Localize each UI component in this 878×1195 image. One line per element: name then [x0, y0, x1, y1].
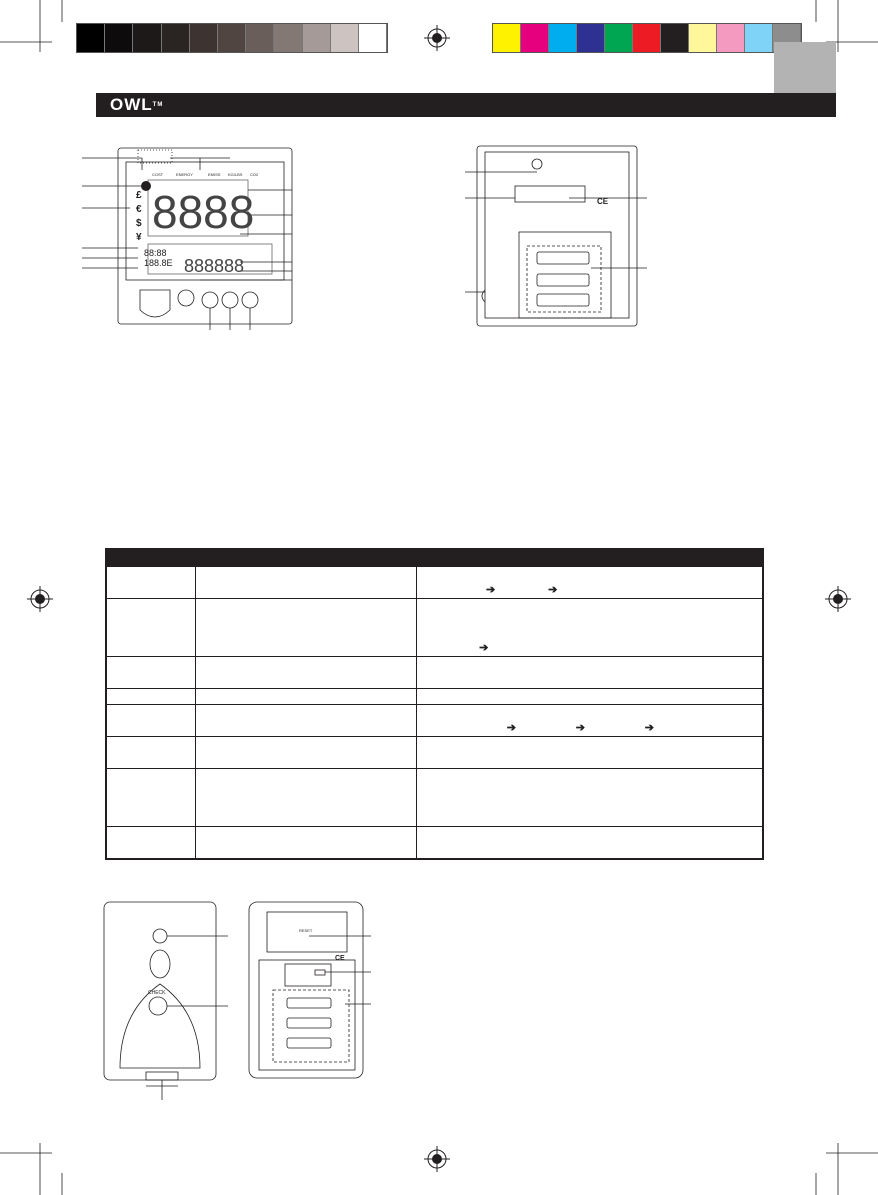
- color-swatch: [605, 24, 633, 52]
- currency-euro: €: [136, 204, 142, 215]
- color-swatch: [105, 24, 133, 52]
- table-row: [106, 827, 763, 859]
- lcd-label-emiss: EMISS: [208, 172, 221, 177]
- color-swatch: [745, 24, 773, 52]
- arrow-icon: ➔: [548, 584, 558, 596]
- table-row: [106, 705, 763, 737]
- transmitter-back-figure: [245, 900, 380, 1080]
- registration-mark-top: [424, 25, 450, 51]
- owl-logo: OWL™: [110, 95, 164, 114]
- big-digits: 8888: [152, 186, 255, 238]
- currency-yen: ¥: [136, 232, 142, 243]
- arrow-icon: ➔: [486, 584, 496, 596]
- color-swatch: [133, 24, 161, 52]
- color-swatch: [274, 24, 302, 52]
- reset-label: RESET: [299, 928, 313, 933]
- color-swatch: [331, 24, 359, 52]
- color-swatch: [493, 24, 521, 52]
- display-unit-figure: [80, 140, 300, 335]
- color-swatch: [521, 24, 549, 52]
- table-row: [106, 657, 763, 689]
- color-swatch: [577, 24, 605, 52]
- date-digits: 188.8E: [144, 258, 173, 268]
- color-swatch: [549, 24, 577, 52]
- lcd-label-energy: ENERGY: [176, 172, 193, 177]
- currency-pound: £: [136, 190, 142, 201]
- clock-digits: 88:88: [144, 248, 167, 258]
- registration-mark-bottom: [424, 1146, 450, 1172]
- display-unit-back-figure: [465, 140, 655, 335]
- color-swatch: [303, 24, 331, 52]
- lcd-label-kglbs: KG/LBS: [228, 172, 243, 177]
- color-swatch: [633, 24, 661, 52]
- color-swatch: [359, 24, 387, 52]
- spec-table: [105, 548, 764, 860]
- registration-mark-right: [825, 586, 851, 612]
- transmitter-ce-mark: CE: [335, 955, 345, 962]
- ce-mark: CE: [597, 197, 609, 206]
- currency-dollar: $: [136, 218, 142, 229]
- table-row: [106, 769, 763, 827]
- color-swatch: [77, 24, 105, 52]
- lcd-label-co2: CO2: [250, 172, 259, 177]
- color-swatch: [246, 24, 274, 52]
- color-swatch: [162, 24, 190, 52]
- table-row: [106, 567, 763, 599]
- grayscale-calibration-bar: [76, 23, 388, 53]
- check-label: CHECK: [148, 990, 166, 996]
- arrow-icon: ➔: [644, 722, 654, 734]
- arrow-icon: ➔: [575, 722, 585, 734]
- table-header: [106, 549, 763, 567]
- color-calibration-bar: [492, 23, 802, 53]
- table-row: [106, 737, 763, 769]
- registration-mark-left: [27, 586, 53, 612]
- arrow-icon: ➔: [506, 722, 516, 734]
- color-swatch: [717, 24, 745, 52]
- table-row: [106, 689, 763, 705]
- color-swatch: [661, 24, 689, 52]
- arrow-icon: ➔: [479, 642, 489, 654]
- page-header: [96, 93, 836, 117]
- color-swatch: [190, 24, 218, 52]
- color-swatch: [218, 24, 246, 52]
- small-digits: 888888: [184, 256, 245, 276]
- transmitter-front-figure: [100, 900, 235, 1105]
- color-swatch: [689, 24, 717, 52]
- lcd-label-cost: COST: [152, 172, 164, 177]
- table-row: [106, 599, 763, 657]
